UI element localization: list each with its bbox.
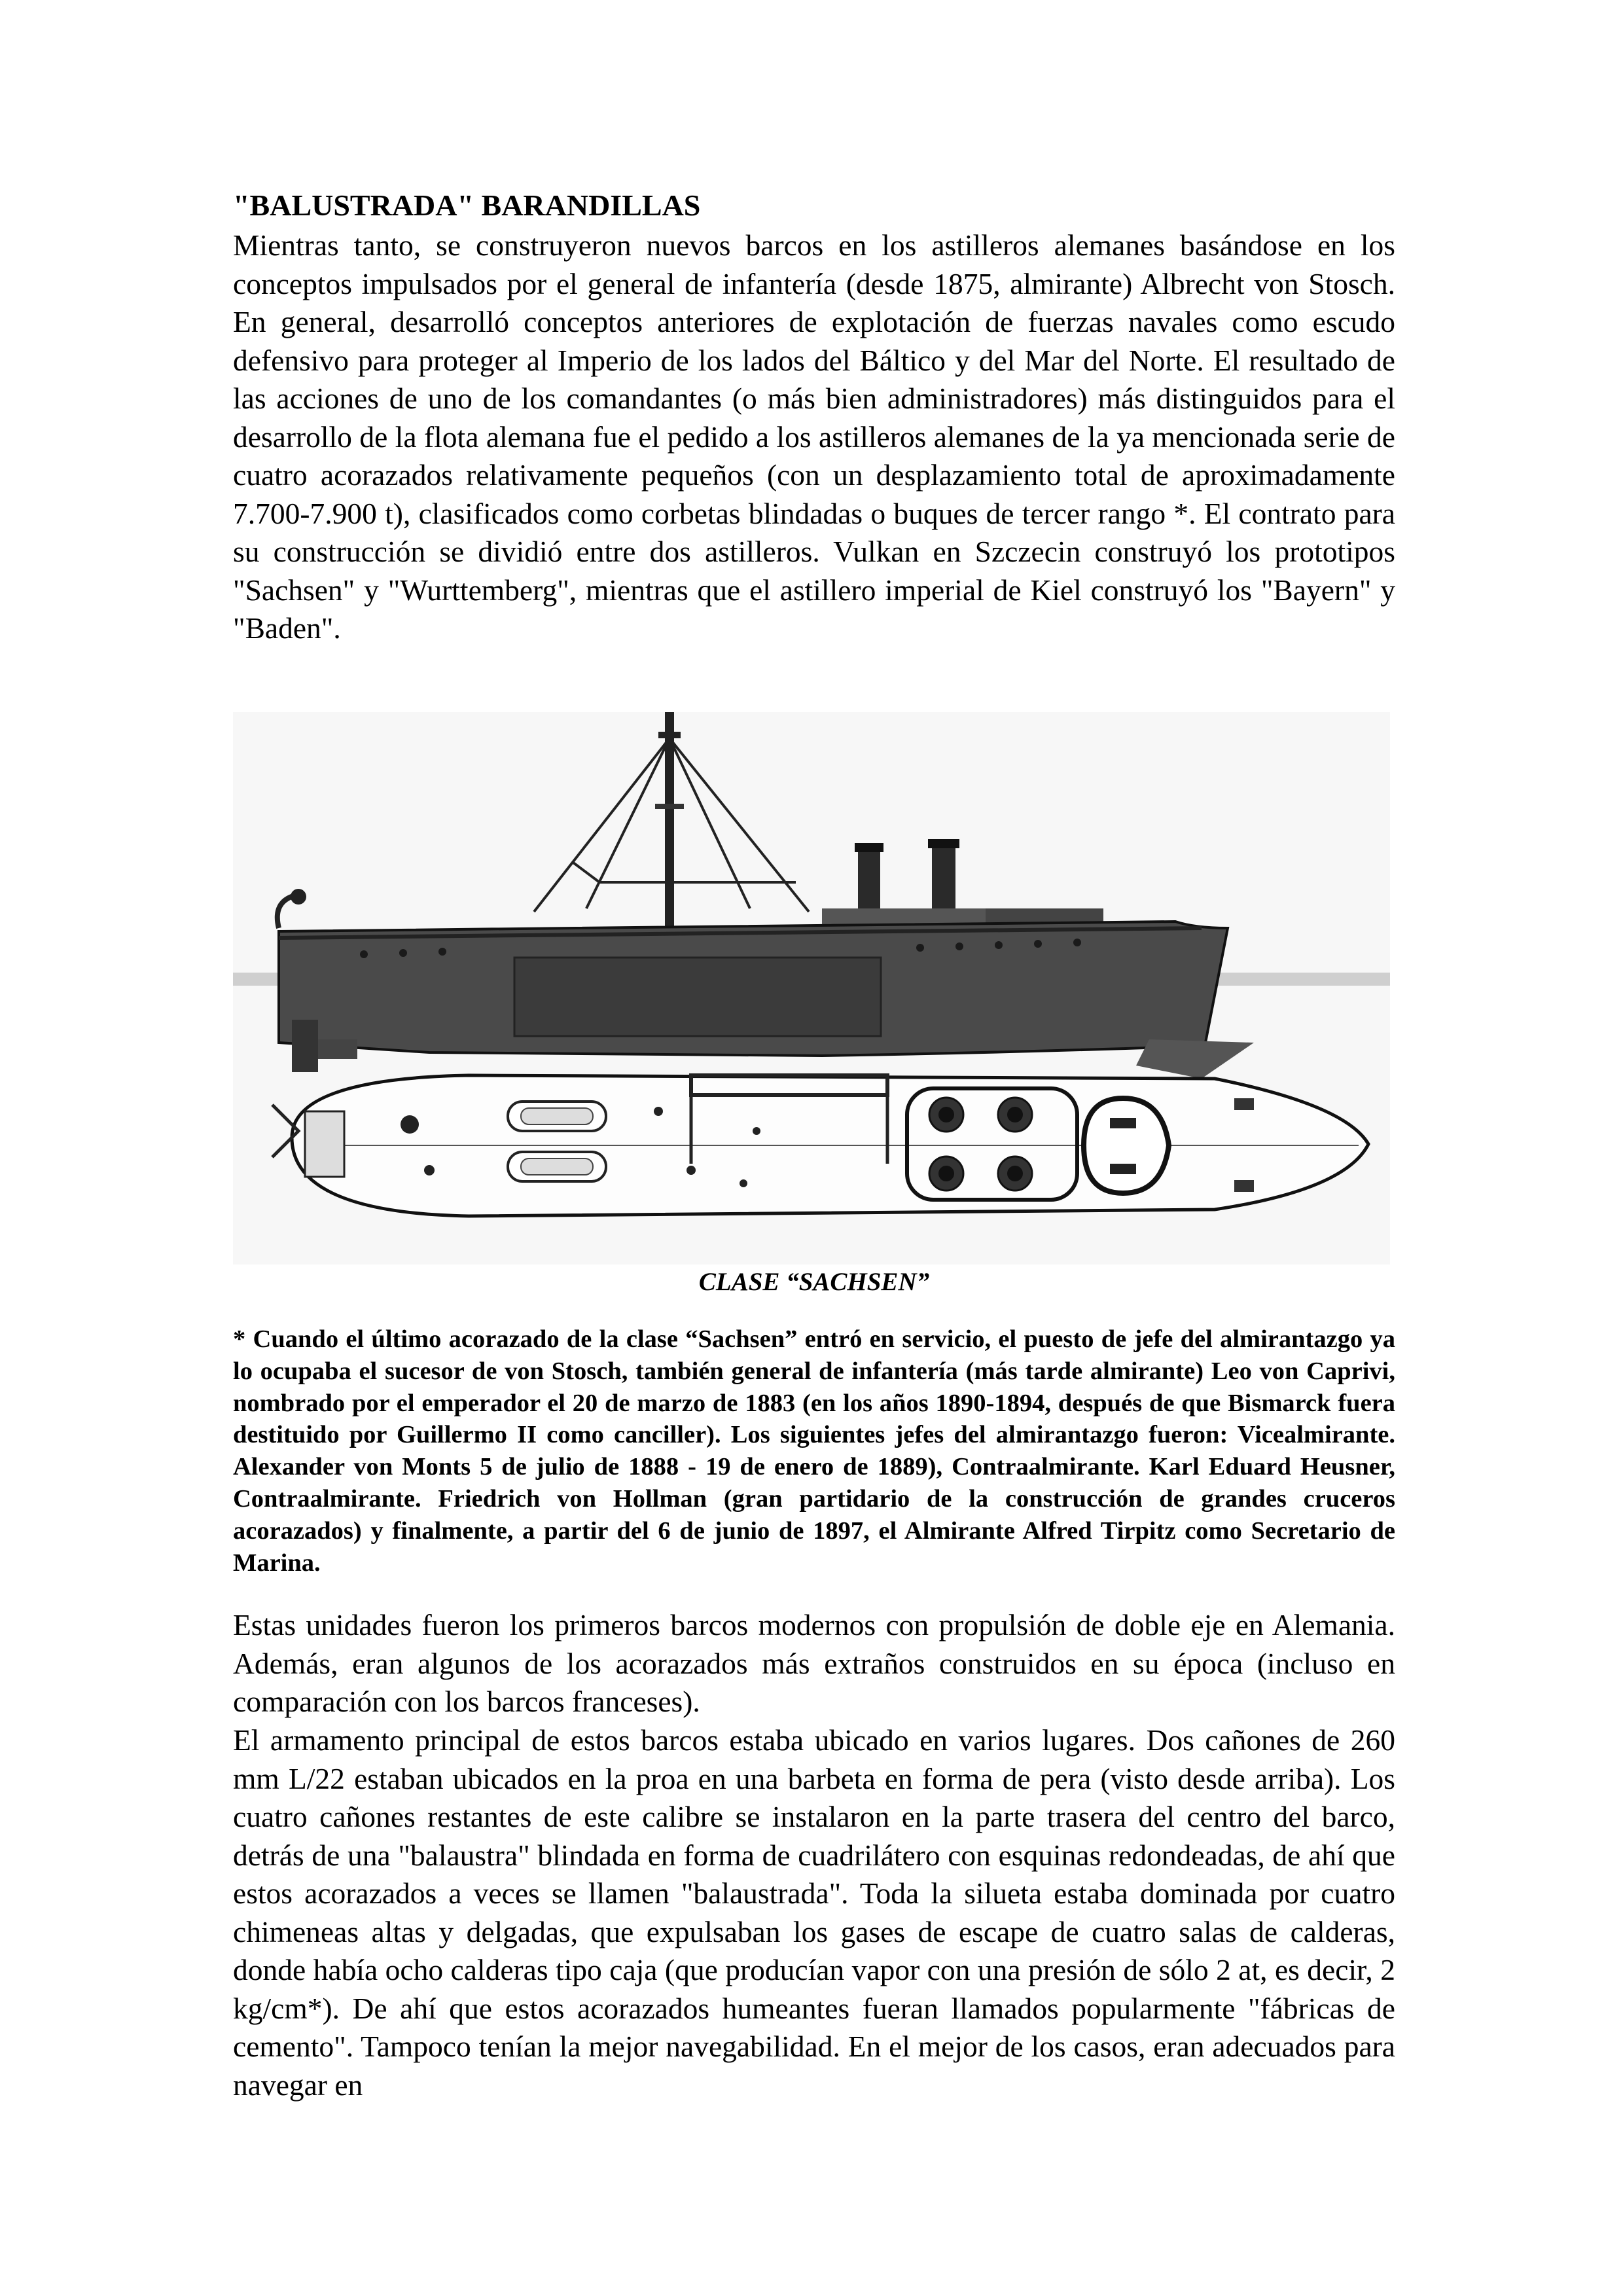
section-heading: "BALUSTRADA" BARANDILLAS <box>233 188 701 222</box>
intro-paragraph: Mientras tanto, se construyeron nuevos barcos en los astilleros alemanes basándose en los conceptos impulsados por el general de infantería (desde 1875, almirante) Albrecht von Stosch. En general, desarrolló conceptos anteriores de explotación de fuerzas navales como escudo defensivo para proteger al Imperio de los lados del Báltico y del Mar del Norte. El resultado de las acciones de uno de los comandantes (o más bien administradores) más distinguidos para el desarrollo de la flota alemana fue el pedido a los astilleros alemanes de la ya mencionada serie de cuatro acorazados relativamente pequeños (con un desplazamiento total de aproximadamente 7.700-7.900 t), clasificados como corbetas blindadas o buques de tercer rango *. El contrato para su construcción se dividió entre dos astilleros. Vulkan en Szczecin construyó los prototipos "Sachsen" y "Wurttemberg", mientras que el astillero imperial de Kiel construyó los "Bayern" y "Baden". <box>233 228 1395 645</box>
ship-illustration <box>233 712 1390 1265</box>
units-paragraph: Estas unidades fueron los primeros barcos modernos con propulsión de doble eje en Alemania. Además, eran algunos de los acorazados más extraños construidos en su época (incluso en comparación con los barcos franceses). <box>233 1608 1395 1718</box>
warship-drawing-icon <box>233 712 1390 1265</box>
armament-paragraph: El armamento principal de estos barcos estaba ubicado en varios lugares. Dos cañones de 260 mm L/22 estaban ubicados en la proa en una barbeta en forma de pera (visto desde arriba). Los cuatro cañones restantes de este calibre se instalaron en la parte trasera del centro del barco, detrás de una "balaustra" blindada en forma de cuadrilátero con esquinas redondeadas, de ahí que estos acorazados a veces se llamen "balaustrada". Toda la silueta estaba dominada por cuatro chimeneas altas y delgadas, que expulsaban los gases de escape de cuatro salas de calderas, donde había ocho calderas tipo caja (que producían vapor con una presión de sólo 2 at, es decir, 2 kg/cm*). De ahí que estos acorazados humeantes fueran llamados popularmente "fábricas de cemento". Tampoco tenían la mejor navegabilidad. En el mejor de los casos, eran adecuados para navegar en <box>233 1723 1395 2102</box>
figure-caption: CLASE “SACHSEN” <box>698 1268 930 1296</box>
footnote: * Cuando el último acorazado de la clase “Sachsen” entró en servicio, el puesto de jefe del almirantazgo ya lo ocupaba el sucesor de von Stosch, también general de infantería (más tarde almirante) Leo von Caprivi, nombrado por el emperador el 20 de marzo de 1883 (en los años 1890-1894, después de que Bismarck fuera destituido por Guillermo II como canciller). Los siguientes jefes del almirantazgo fueron: Vicealmirante. Alexander von Monts 5 de julio de 1888 - 19 de enero de 1889), Contraalmirante. Karl Eduard Heusner, Contraalmirante. Friedrich von Hollman (gran partidario de la construcción de grandes cruceros acorazados) y finalmente, a partir del 6 de junio de 1897, el Almirante Alfred Tirpitz como Secretario de Marina. <box>233 1325 1395 1577</box>
